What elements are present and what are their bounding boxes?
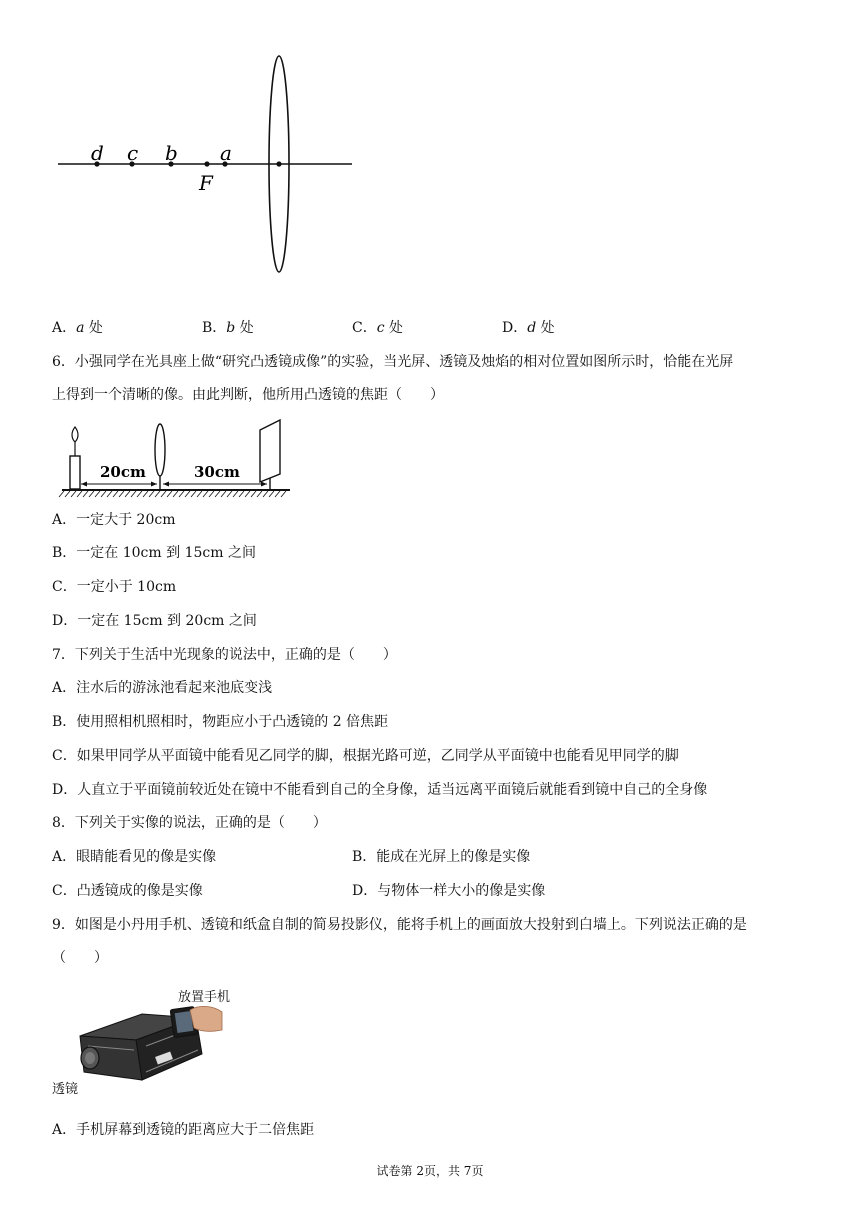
- option-key: A．: [52, 320, 77, 336]
- point-f: [204, 161, 209, 166]
- arrowhead: [163, 482, 169, 487]
- hatch-mark: [275, 491, 280, 497]
- hatch-mark: [167, 491, 172, 497]
- q9-label-phone: 放置手机: [178, 990, 231, 1005]
- phone-screen: [175, 1011, 194, 1033]
- q6-option-a: A．一定大于 20cm: [52, 512, 176, 528]
- hatch-mark: [107, 491, 112, 497]
- hatch-mark: [65, 491, 70, 497]
- q6-stem-line1: 6．小强同学在光具座上做“研究凸透镜成像”的实验，当光屏、透镜及烛焰的相对位置如图所示时，恰能在光屏: [52, 354, 734, 370]
- hatch-mark: [269, 491, 274, 497]
- hatch-mark: [155, 491, 160, 497]
- hatch-mark: [257, 491, 262, 497]
- hatch-mark: [251, 491, 256, 497]
- hatch-mark: [245, 491, 250, 497]
- hatch-mark: [89, 491, 94, 497]
- hatch-mark: [95, 491, 100, 497]
- hatch-mark: [209, 491, 214, 497]
- light-screen: [260, 420, 280, 482]
- option-key: C．: [352, 320, 377, 336]
- distance-label-left: 20cm: [100, 463, 146, 481]
- hatch-mark: [143, 491, 148, 497]
- hatch-mark: [137, 491, 142, 497]
- hatch-mark: [215, 491, 220, 497]
- q9-stem-line2: （ ）: [52, 950, 108, 966]
- q8-option-d: D．与物体一样大小的像是实像: [352, 883, 546, 899]
- option-suffix: 处: [536, 320, 555, 336]
- hatch-mark: [83, 491, 88, 497]
- q7-stem: 7．下列关于生活中光现象的说法中，正确的是（ ）: [52, 647, 397, 663]
- arrowhead: [261, 482, 267, 487]
- hatch-mark: [263, 491, 268, 497]
- projector-lens-inner: [85, 1052, 95, 1064]
- option-var: a: [76, 320, 85, 336]
- hatch-mark: [161, 491, 166, 497]
- q5-option-c: [352, 318, 403, 338]
- q8-stem: 8．下列关于实像的说法，正确的是（ ）: [52, 815, 327, 831]
- arrowhead: [81, 482, 87, 487]
- candle-flame: [72, 427, 78, 442]
- hatch-mark: [233, 491, 238, 497]
- q9-option-a: A．手机屏幕到透镜的距离应大于二倍焦距: [52, 1122, 315, 1138]
- q7-option-a: A．注水后的游泳池看起来池底变浅: [52, 680, 273, 696]
- candle: [70, 456, 80, 489]
- hatch-mark: [239, 491, 244, 497]
- label-f: F: [199, 171, 213, 195]
- distance-label-right: 30cm: [194, 463, 240, 481]
- q6-optical-bench-figure: [58, 418, 294, 500]
- q6-option-c: C．一定小于 10cm: [52, 579, 177, 595]
- hand: [190, 1006, 222, 1031]
- q5-lens-figure: [50, 50, 370, 280]
- hatch-mark: [227, 491, 232, 497]
- q7-option-d: D．人直立于平面镜前较近处在镜中不能看到自己的全身像，适当远离平面镜后就能看到镜中自己的全身像: [52, 782, 708, 798]
- hatch-mark: [179, 491, 184, 497]
- q6-stem-line2: 上得到一个清晰的像。由此判断，他所用凸透镜的焦距（ ）: [52, 387, 444, 403]
- hatch-mark: [119, 491, 124, 497]
- page-footer: 试卷第 2页，共 7页: [376, 1164, 484, 1178]
- hatch-mark: [281, 491, 286, 497]
- q5-option-d: [502, 318, 555, 338]
- option-suffix: 处: [84, 320, 103, 336]
- hatch-mark: [131, 491, 136, 497]
- option-suffix: 处: [235, 320, 254, 336]
- q6-option-d: D．一定在 15cm 到 20cm 之间: [52, 613, 257, 629]
- hatch-mark: [113, 491, 118, 497]
- option-var: d: [527, 320, 537, 336]
- q8-option-c: C．凸透镜成的像是实像: [52, 883, 203, 899]
- label-d: d: [91, 141, 104, 165]
- option-key: B．: [202, 320, 227, 336]
- bench-hatching: [59, 491, 286, 497]
- hatch-mark: [203, 491, 208, 497]
- hatch-mark: [77, 491, 82, 497]
- hatch-mark: [185, 491, 190, 497]
- option-key: D．: [502, 320, 528, 336]
- hatch-mark: [59, 491, 64, 497]
- hatch-mark: [101, 491, 106, 497]
- q7-option-b: B．使用照相机照相时，物距应小于凸透镜的 2 倍焦距: [52, 714, 389, 730]
- label-c: c: [127, 141, 139, 165]
- q7-option-c: C．如果甲同学从平面镜中能看见乙同学的脚，根据光路可逆，乙同学从平面镜中也能看见甲同学的脚: [52, 748, 679, 764]
- option-suffix: 处: [384, 320, 404, 336]
- lens-center: [276, 161, 281, 166]
- q5-option-a: [52, 318, 103, 338]
- hatch-mark: [173, 491, 178, 497]
- hatch-mark: [149, 491, 154, 497]
- label-b: b: [165, 141, 178, 165]
- option-var: c: [376, 320, 385, 336]
- hatch-mark: [191, 491, 196, 497]
- q9-projector-figure: [76, 1002, 226, 1084]
- q9-stem-line1: 9．如图是小丹用手机、透镜和纸盒自制的简易投影仪，能将手机上的画面放大投射到白墙上。下列说法正确的是: [52, 917, 747, 933]
- hatch-mark: [221, 491, 226, 497]
- q9-label-lens: 透镜: [52, 1082, 79, 1097]
- hatch-mark: [125, 491, 130, 497]
- q8-option-b: B．能成在光屏上的像是实像: [352, 849, 531, 865]
- option-var: b: [226, 320, 236, 336]
- bench-lens: [155, 424, 165, 476]
- hatch-mark: [71, 491, 76, 497]
- q6-option-b: B．一定在 10cm 到 15cm 之间: [52, 545, 256, 561]
- hatch-mark: [197, 491, 202, 497]
- label-a: a: [220, 141, 232, 165]
- arrowhead: [151, 482, 157, 487]
- q8-option-a: A．眼睛能看见的像是实像: [52, 849, 217, 865]
- q5-option-b: [202, 318, 254, 338]
